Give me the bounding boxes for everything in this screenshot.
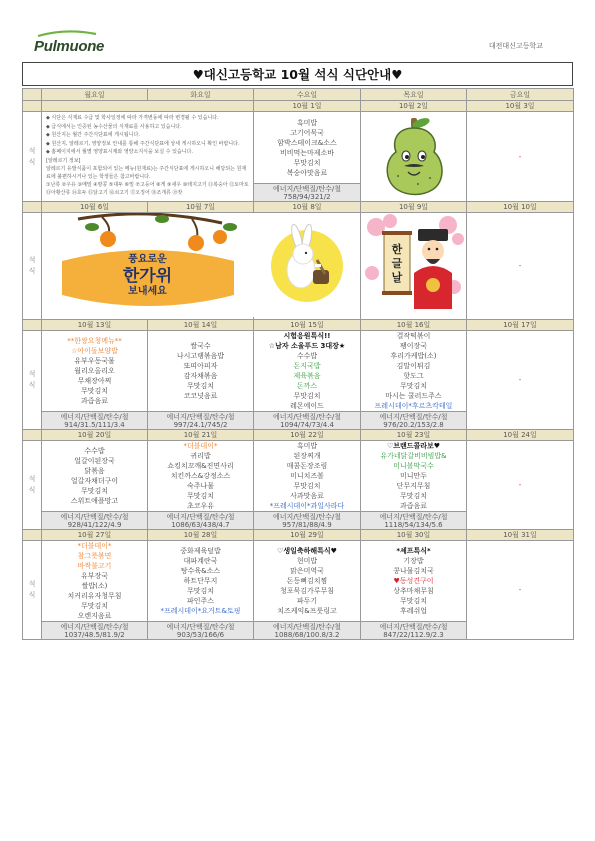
nutrition-line: 957/81/88/4.9 xyxy=(282,520,332,529)
menu-item: 콩나물김치국 xyxy=(393,567,434,575)
no-meal-dash: - xyxy=(467,331,574,430)
menu-item: 미니볼막국수 xyxy=(393,462,434,470)
menu-item: 된장찌개 xyxy=(293,452,321,460)
date-row xyxy=(23,101,574,112)
menu-item: *더블데이* xyxy=(77,542,112,550)
nutrition-info xyxy=(254,412,361,430)
menu-cell xyxy=(254,541,361,622)
notice-line: ①난류 ②우유 ③메밀 ④땅콩 ⑤대두 ⑥밀 ⑦고등어 ⑧게 ⑨새우 ⑩돼지고기 ⑪복숭아 ⑫토마토 ⑬아황산류 ⑭호두 ⑮닭고기 ⑯쇠고기 ⑰오징어 ⑱조개류 ⑲잣 xyxy=(46,182,249,196)
menu-item: 쌀밥(소) xyxy=(81,582,108,590)
banner-line: 보내세요 xyxy=(128,286,167,297)
menu-item: 복숭아맛음료 xyxy=(286,168,328,177)
nutrition-line: 976/20.2/153/2.8 xyxy=(383,420,444,429)
menu-item: 돈까스 xyxy=(296,382,318,390)
notice-line: ◆ 홈페이지에서 월별 영양표시제와 영양소지식을 보실 수 있습니다. xyxy=(46,149,193,155)
date-row xyxy=(23,320,574,331)
menu-item: 대파계란국 xyxy=(183,557,218,565)
date-cell: 10월 22일 xyxy=(254,430,361,441)
menu-item: 팽이장국 xyxy=(399,342,428,350)
date-cell: 10월 13일 xyxy=(42,320,148,331)
nutrition-line: 에너지/단백질/탄수/철 xyxy=(60,622,129,631)
menu-row xyxy=(23,213,574,320)
nutrition-line: 928/41/122/4.9 xyxy=(67,520,122,529)
menu-item: 무맛김치 xyxy=(80,387,109,395)
chuseok-persimmon-banner-image xyxy=(42,213,254,320)
date-cell-empty xyxy=(42,101,254,112)
date-row xyxy=(23,202,574,213)
meal-label-char: 식 xyxy=(28,591,36,599)
moon-rabbit-icon xyxy=(255,220,359,310)
menu-item: 무맛김치 xyxy=(399,382,428,390)
menu-item: 상추마채무침 xyxy=(393,587,434,595)
notice-line: ◆ 원산지, 알레르기, 영양정보 안내를 통해 주간식단표에 상세 게시하오니 확인 바랍니다. xyxy=(46,140,240,147)
nutrition-info xyxy=(148,622,254,640)
menu-item: 탕수육&소스 xyxy=(180,567,221,575)
nutrition-line: 에너지/단백질/탄수/철 xyxy=(273,512,341,521)
meal-label xyxy=(23,331,42,430)
menu-item: 과즙음료 xyxy=(80,397,109,405)
nutrition-info xyxy=(361,622,467,640)
nutrition-info xyxy=(361,412,467,430)
no-meal-dash: - xyxy=(467,541,574,640)
menu-item: 맑은미역국 xyxy=(290,567,324,575)
date-row xyxy=(23,530,574,541)
meal-label xyxy=(23,441,42,530)
menu-cell xyxy=(148,541,254,622)
date-cell: 10월 3일 xyxy=(467,101,574,112)
menu-item: 유부장국 xyxy=(80,572,109,580)
weekday-header: 화요일 xyxy=(148,89,254,101)
menu-item: 파두기 xyxy=(296,597,318,605)
date-cell: 10월 29일 xyxy=(254,530,361,541)
chuseok-banner-text xyxy=(42,253,253,299)
menu-item: 코코넛음료 xyxy=(183,392,218,400)
date-cell: 10월 31일 xyxy=(467,530,574,541)
menu-item: 후리가케밥(소) xyxy=(390,352,437,360)
menu-item: ♥동성견구이 xyxy=(393,577,434,585)
weekday-header: 금요일 xyxy=(467,89,574,101)
menu-item: 중화제육덮밥 xyxy=(180,547,221,555)
brand-name: Pulmuone xyxy=(34,38,105,55)
date-row xyxy=(23,430,574,441)
weekday-header: 수요일 xyxy=(254,89,361,101)
nutrition-info xyxy=(42,622,148,640)
menu-item: 후레쉬업 xyxy=(399,607,428,615)
banner-line: 한가위 xyxy=(122,267,173,285)
menu-row xyxy=(23,441,574,512)
no-meal-dash: - xyxy=(467,213,574,320)
menu-item: 치킨까스&강정소스 xyxy=(170,472,231,480)
nutrition-info xyxy=(254,622,361,640)
menu-item: 파인주스 xyxy=(186,597,215,605)
date-corner xyxy=(23,101,42,112)
moon-rabbit-image xyxy=(254,213,361,320)
menu-item: 감자채볶음 xyxy=(183,372,218,380)
school-name: 대전대신고등학교 xyxy=(488,42,543,50)
menu-item: ♡브랜드콜라보♥ xyxy=(386,442,441,450)
menu-item: 무맛김치 xyxy=(186,492,215,500)
menu-item: 쌀국수 xyxy=(190,342,211,350)
meal-label-char: 식 xyxy=(28,267,36,275)
menu-cell xyxy=(254,441,361,512)
menu-item: 숙주나물 xyxy=(186,482,215,490)
nutrition-line: 914/31.5/111/3.4 xyxy=(64,420,125,429)
notice-line: ◆ 원산지는 월간 주간식단표에 게시됩니다. xyxy=(46,132,140,138)
menu-item: 미니치즈볼 xyxy=(290,472,324,480)
menu-cell xyxy=(148,331,254,412)
nutrition-line: 에너지/단백질/탄수/철 xyxy=(273,622,341,631)
nutrition-line: 에너지/단백질/탄수/철 xyxy=(166,622,235,631)
menu-item: 핫도그 xyxy=(403,372,424,380)
menu-item: ☆남자 소울푸드 3대장★ xyxy=(268,342,346,350)
nutrition-line: 에너지/단백질/탄수/철 xyxy=(379,512,448,521)
menu-item: *프레시데이*요거트&토핑 xyxy=(160,607,241,615)
date-cell: 10월 27일 xyxy=(42,530,148,541)
date-cell: 10월 1일 xyxy=(254,101,361,112)
menu-item: 매콤돈장조림 xyxy=(286,462,328,470)
weekday-header: 목요일 xyxy=(361,89,467,101)
date-cell: 10월 20일 xyxy=(42,430,148,441)
menu-item: *더블데이* xyxy=(183,442,218,450)
meal-label-char: 식 xyxy=(28,381,36,389)
menu-cell xyxy=(42,541,148,622)
menu-item: 참그릇볶면 xyxy=(77,552,112,560)
header-corner xyxy=(23,89,42,101)
nutrition-line: 에너지/단백질/탄수/철 xyxy=(166,412,235,421)
green-pear-character-icon xyxy=(378,116,450,196)
nutrition-line: 1094/74/73/4.4 xyxy=(280,420,334,429)
menu-item: 레몬에이드 xyxy=(290,402,324,410)
menu-item: 스위트애플망고 xyxy=(70,497,119,505)
menu-item: 유부우동국물 xyxy=(74,357,115,365)
menu-item: 프레시데이*후르츠칵테일 xyxy=(374,402,453,410)
menu-item: 무맛김치 xyxy=(293,392,321,400)
page-title: ♥대신고등학교 10월 석식 식단안내♥ xyxy=(22,62,573,86)
menu-item: 월리오올리오 xyxy=(74,367,115,375)
no-meal-dash: - xyxy=(467,441,574,530)
meal-label xyxy=(23,541,42,640)
menu-item: 무맛김치 xyxy=(399,597,428,605)
menu-item: 사과맛음료 xyxy=(290,492,324,500)
menu-item: 귀리밥 xyxy=(190,452,211,460)
date-cell: 10월 17일 xyxy=(467,320,574,331)
nutrition-line: 에너지/단백질/탄수/철 xyxy=(60,412,129,421)
nutrition-line: 997/24.1/745/2 xyxy=(173,420,228,429)
nutrition-info xyxy=(254,184,361,202)
hangul-day-king-sejong-image xyxy=(361,213,467,320)
menu-item: 치커리유자청무침 xyxy=(67,592,122,600)
menu-item: 돈등뼈김치찜 xyxy=(286,577,328,585)
menu-cell xyxy=(42,441,148,512)
banner-line: 풍요로운 xyxy=(128,254,167,265)
menu-table xyxy=(22,88,574,640)
weekday-header-row xyxy=(23,89,574,101)
nutrition-line: 1086/63/438/4.7 xyxy=(171,520,230,529)
menu-item: 제육볶음 xyxy=(293,372,321,380)
meal-label xyxy=(23,213,42,320)
menu-item: 무맛김치 xyxy=(186,382,215,390)
date-cell: 10월 14일 xyxy=(148,320,254,331)
nutrition-line: 1037/48.5/81.9/2 xyxy=(64,630,125,639)
nutrition-info xyxy=(254,512,361,530)
date-cell: 10월 7일 xyxy=(148,202,254,213)
date-cell: 10월 8일 xyxy=(254,202,361,213)
logo-swoosh-icon xyxy=(36,30,98,38)
menu-item: 또띠아피자 xyxy=(183,362,218,370)
notice-line: [알레르기 정보] xyxy=(46,157,81,164)
menu-item: 무맛김치 xyxy=(80,487,109,495)
date-cell: 10월 15일 xyxy=(254,320,361,331)
meal-label-char: 석 xyxy=(28,580,36,588)
menu-item: 바싹불고기 xyxy=(77,562,112,570)
menu-item: 함박스테이크&소스 xyxy=(277,138,337,147)
menu-cell xyxy=(42,331,148,412)
nutrition-info xyxy=(148,512,254,530)
menu-item: 쇼킹치꼬깨&진면사리 xyxy=(167,462,234,470)
nutrition-line: 1088/68/100.8/3.2 xyxy=(274,630,340,639)
menu-item: 유가네닭갈비비빔밥& xyxy=(380,452,447,460)
menu-item: *셰프특식* xyxy=(396,547,431,555)
date-corner xyxy=(23,202,42,213)
menu-item: 고기어묵국 xyxy=(290,128,324,137)
menu-cell xyxy=(361,441,467,512)
menu-item: 얼갈이된장국 xyxy=(74,457,115,465)
menu-item: 과즙음료 xyxy=(399,502,428,510)
menu-item: 얼갈자채더구이 xyxy=(70,477,119,485)
nutrition-info xyxy=(361,512,467,530)
menu-item: 나시고랭볶음밥 xyxy=(176,352,225,360)
nutrition-line: 903/53/166/6 xyxy=(176,630,225,639)
date-cell: 10월 23일 xyxy=(361,430,467,441)
menu-cell xyxy=(148,441,254,512)
meal-label xyxy=(23,112,42,202)
nutrition-line: 에너지/단백질/탄수/철 xyxy=(273,412,341,421)
menu-cell xyxy=(361,541,467,622)
menu-cell xyxy=(361,331,467,412)
king-sejong-icon xyxy=(362,213,466,317)
nutrition-info xyxy=(42,512,148,530)
menu-row xyxy=(23,331,574,412)
menu-item: 수수밥 xyxy=(296,352,318,360)
menu-item: 시험응원특식!! xyxy=(283,332,331,340)
nutrition-line: 에너지/단백질/탄수/철 xyxy=(273,184,341,193)
menu-item: 현미밥 xyxy=(296,557,318,565)
menu-item: 무맛김치 xyxy=(80,602,109,610)
menu-item: **한쌍요청메뉴** xyxy=(67,337,122,345)
menu-item: ♡생일축하해특식♥ xyxy=(277,547,337,555)
nutrition-line: 에너지/단백질/탄수/철 xyxy=(166,512,235,521)
menu-item: 단무지무침 xyxy=(396,482,431,490)
menu-row xyxy=(23,541,574,622)
menu-item: 돈지국밥 xyxy=(293,362,321,370)
nutrition-line: 에너지/단백질/탄수/철 xyxy=(379,412,448,421)
meal-label-char: 석 xyxy=(28,146,36,155)
menu-item: 비비먹는마제소바 xyxy=(279,148,335,157)
menu-item: *프레시데이*과일사라다 xyxy=(269,502,345,510)
menu-item: 마시는 쿨러드주스 xyxy=(385,392,442,400)
menu-item: 기장밥 xyxy=(403,557,424,565)
nutrition-line: 에너지/단백질/탄수/철 xyxy=(60,512,129,521)
menu-item: 결작떡볶이 xyxy=(396,332,431,340)
date-cell: 10월 24일 xyxy=(467,430,574,441)
notice-line: 알레르기 유발식품이 포함되어 있는 메뉴(원재료)는 주간식단표에 게시하오니 해당되는 원재료에 불편하시거나 있는 학생들은 참고바랍니다. xyxy=(46,166,247,180)
menu-item: 흑미밥 xyxy=(296,118,318,127)
date-corner xyxy=(23,320,42,331)
date-cell: 10월 28일 xyxy=(148,530,254,541)
weekday-header: 월요일 xyxy=(42,89,148,101)
menu-item: 무맛김치 xyxy=(293,158,321,167)
menu-cell xyxy=(254,331,361,412)
date-cell: 10월 30일 xyxy=(361,530,467,541)
date-cell: 10월 10일 xyxy=(467,202,574,213)
hangul-day-scroll-text: 한글날 xyxy=(391,243,403,284)
menu-item: 수수밥 xyxy=(84,447,105,455)
menu-item: 무맛김치 xyxy=(293,482,321,490)
menu-item: 청포묵김가루무침 xyxy=(279,587,335,595)
date-corner xyxy=(23,530,42,541)
date-cell: 10월 6일 xyxy=(42,202,148,213)
menu-item: 무맛김치 xyxy=(399,492,428,500)
meal-label-char: 석 xyxy=(28,370,36,378)
pulmuone-logo xyxy=(34,34,104,55)
menu-item: 미니만두 xyxy=(399,472,428,480)
nutrition-line: 847/22/112.9/2.3 xyxy=(383,630,444,639)
menu-item: 흑미밥 xyxy=(296,442,318,450)
green-pear-character-image xyxy=(361,112,467,202)
menu-item: 무맛김치 xyxy=(186,587,215,595)
meal-label-char: 석 xyxy=(28,475,36,483)
menu-item: 하트단무지 xyxy=(183,577,218,585)
date-corner xyxy=(23,430,42,441)
meal-label-char: 석 xyxy=(28,256,36,264)
menu-item: 초코우유 xyxy=(186,502,215,510)
notice-line: ◆ 급식에서는 인증된 농수산물의 식재료를 사용하고 있습니다. xyxy=(46,123,182,130)
menu-item: 오렌지음료 xyxy=(77,612,112,620)
nutrition-line: 에너지/단백질/탄수/철 xyxy=(379,622,448,631)
menu-cell xyxy=(254,112,361,184)
meal-label-char: 식 xyxy=(28,157,36,166)
menu-item: 김말이튀김 xyxy=(396,362,431,370)
nutrition-info xyxy=(42,412,148,430)
menu-item: 무채장아찌 xyxy=(77,377,112,385)
nutrition-line: 1118/54/134/5.6 xyxy=(384,520,443,529)
menu-item: 닭볶음 xyxy=(84,467,105,475)
no-meal-dash: - xyxy=(467,112,574,202)
notice-line: ◆ 식단은 식재료 수급 및 학사일정에 따라 가격변동에 따라 변경될 수 있습니다. xyxy=(46,115,219,121)
meal-label-char: 식 xyxy=(28,486,36,494)
menu-item: 치즈케익&프룻링고 xyxy=(277,607,337,615)
nutrition-line: 758/94/321/2 xyxy=(283,192,331,201)
menu-item: ☆아이돌보양밥 xyxy=(71,347,118,355)
menu-row xyxy=(23,112,574,184)
date-cell: 10월 21일 xyxy=(148,430,254,441)
date-cell: 10월 16일 xyxy=(361,320,467,331)
notice-box xyxy=(42,112,254,202)
date-cell: 10월 9일 xyxy=(361,202,467,213)
date-cell: 10월 2일 xyxy=(361,101,467,112)
nutrition-info xyxy=(148,412,254,430)
